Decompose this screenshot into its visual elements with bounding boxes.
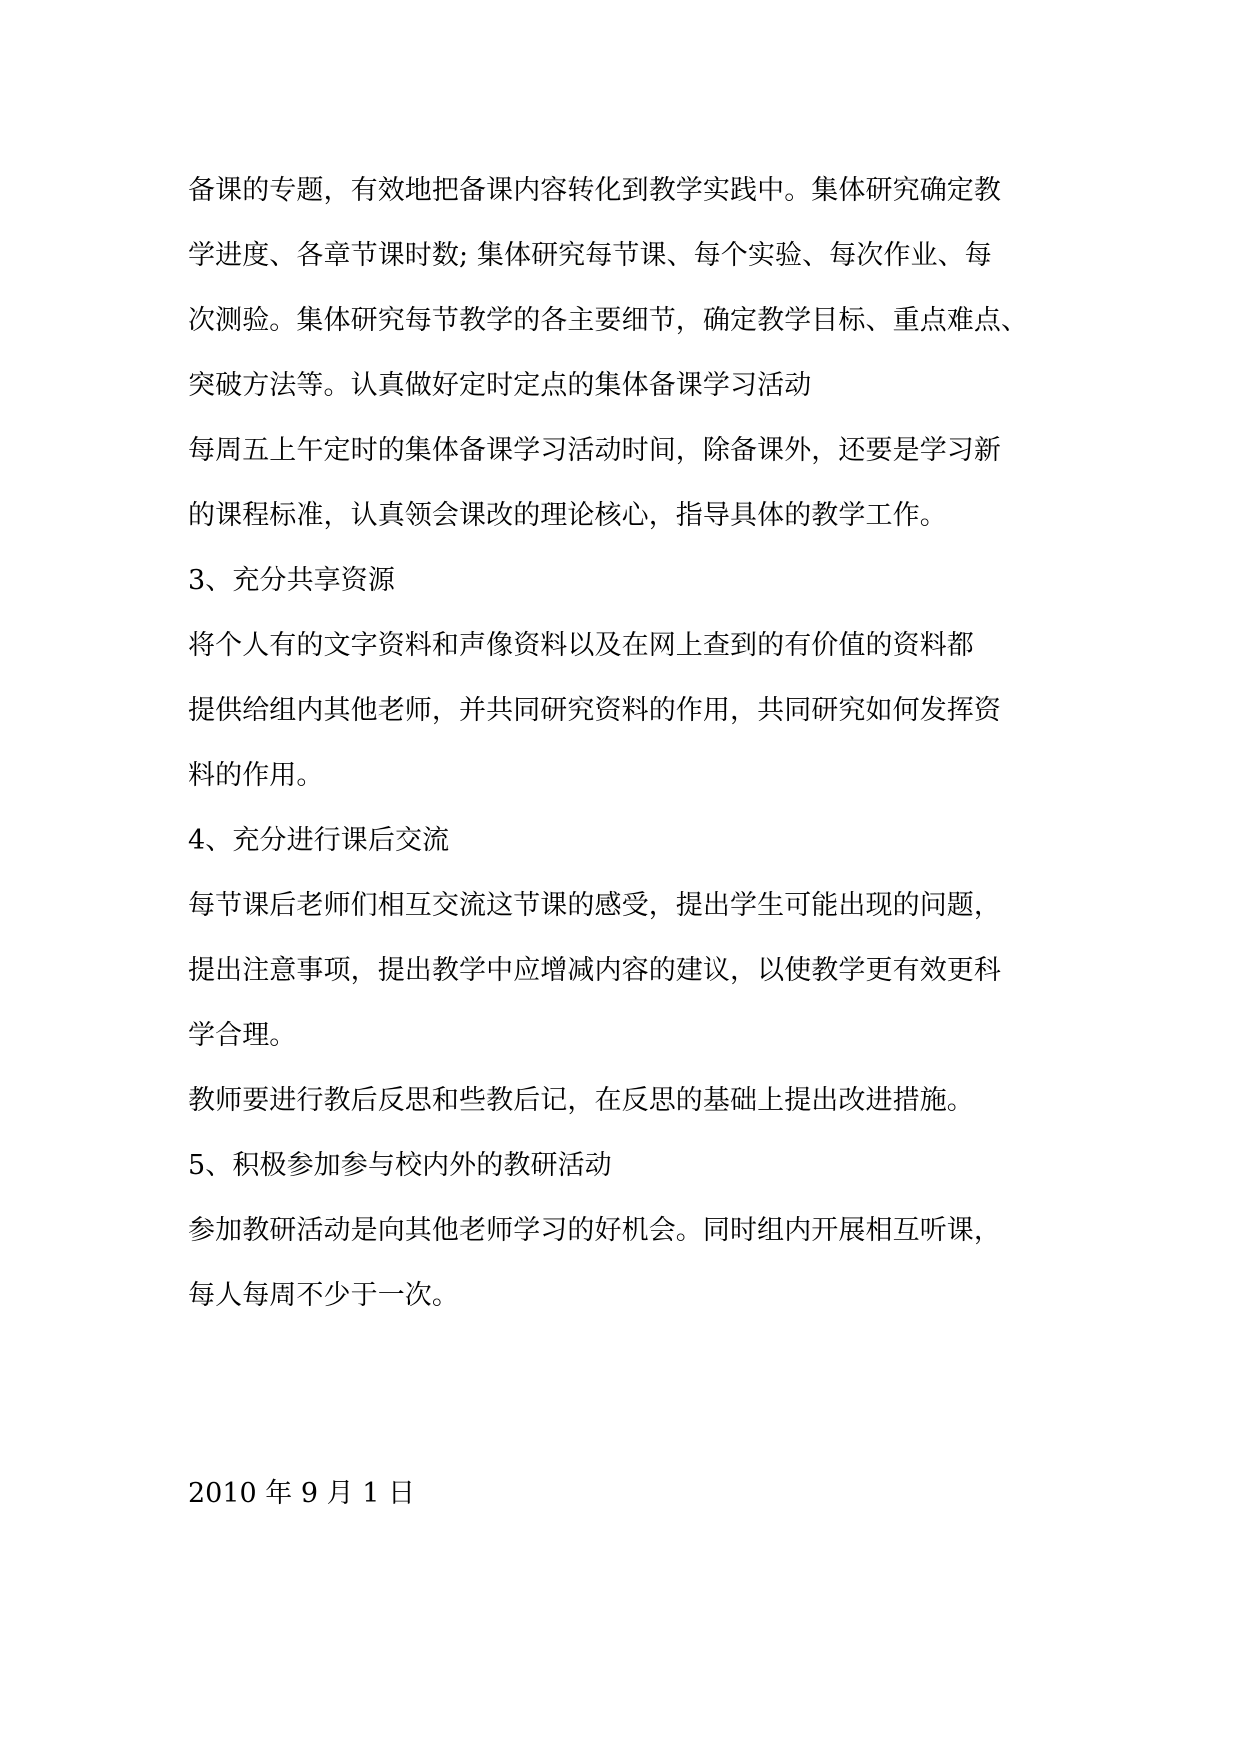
document-date: 2010 年 9 月 1 日: [188, 1478, 415, 1509]
document-body: [188, 158, 1058, 1328]
text-line: 次测验。集体研究每节教学的各主要细节，确定教学目标、重点难点、: [188, 305, 1029, 336]
text-line: 参加教研活动是向其他老师学习的好机会。同时组内开展相互听课，: [188, 1215, 1001, 1246]
text-line: 学进度、各章节课时数; 集体研究每节课、每个实验、每次作业、每: [188, 240, 992, 271]
section-heading: 5、积极参加参与校内外的教研活动: [188, 1150, 612, 1181]
text-line: 备课的专题，有效地把备课内容转化到教学实践中。集体研究确定教: [188, 175, 1001, 206]
text-line: 突破方法等。认真做好定时定点的集体备课学习活动: [188, 370, 812, 401]
section-heading: 4、充分进行课后交流: [188, 825, 450, 856]
text-line: 每节课后老师们相互交流这节课的感受，提出学生可能出现的问题，: [188, 890, 1001, 921]
text-line: 料的作用。: [188, 760, 324, 791]
text-line: 将个人有的文字资料和声像资料以及在网上查到的有价值的资料都: [188, 630, 974, 661]
section-heading: 3、充分共享资源: [188, 565, 395, 596]
text-line: 每周五上午定时的集体备课学习活动时间，除备课外，还要是学习新: [188, 435, 1001, 466]
text-line: 的课程标准，认真领会课改的理论核心，指导具体的教学工作。: [188, 500, 947, 531]
text-line: 每人每周不少于一次。: [188, 1280, 459, 1311]
text-line: 提供给组内其他老师，并共同研究资料的作用，共同研究如何发挥资: [188, 695, 1001, 726]
text-line: 教师要进行教后反思和些教后记，在反思的基础上提出改进措施。: [188, 1085, 974, 1116]
text-line: 提出注意事项，提出教学中应增减内容的建议，以使教学更有效更科: [188, 955, 1001, 986]
text-line: 学合理。: [188, 1020, 297, 1051]
